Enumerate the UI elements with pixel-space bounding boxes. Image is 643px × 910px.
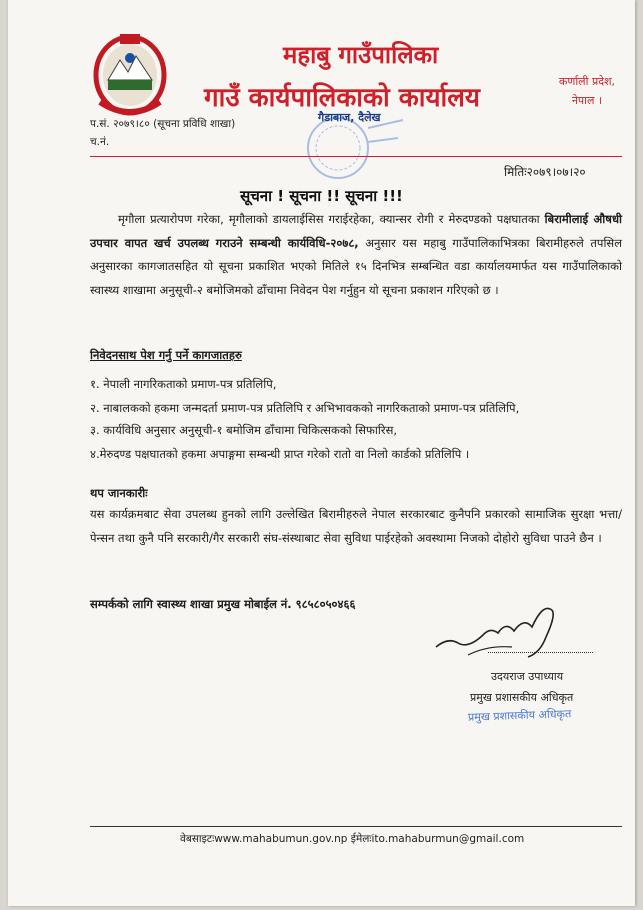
dispatch-number: च.नं. — [90, 136, 110, 148]
paragraph-rest: अनुसार यस महाबु गाउँपालिकाभित्रका बिरामीहरुले तपसिल अनुसारका कागजातसहित यो सूचना प्रकाशित भएको मितिले १५ दिनभित्र सम्बन्धित वडा कार्यालयमार्फत यस गाउँपालिकाको स्वास्थ्य शाखामा अनुसूची-२ बमोजिमको ढाँचामा निवेदन पेश गर्नुहुन यो सूचना प्रकाशन गरिएको छ । — [90, 235, 622, 297]
extra-info-paragraph: यस कार्यक्रमबाट सेवा उपलब्ध हुनको लागि उल्लेखित बिरामीहरुले नेपाल सरकारबाट कुनैपनि प्रकारको सामाजिक सुरक्षा भत्ता/पेन्सन तथा कुनै पनि सरकारी/गैर सरकारी संघ-संस्थाबाट सेवा सुविधा पाईरहेको अवस्थामा निजको दोहोरो सुविधा पाउने छैन । — [90, 507, 622, 545]
province-line2: नेपाल । — [571, 94, 603, 107]
signatory-name: उदयराज उपाध्याय — [491, 670, 564, 683]
document-item: २. नाबालकको हकमा जन्मदर्ता प्रमाण-पत्र प्रतिलिपि र अभिभावकको नागरिकताको प्रमाण-पत्र प्रतिलिपि, — [90, 401, 520, 415]
notice-heading: सूचना ! सूचना !! सूचना !!! — [240, 187, 403, 205]
reference-number: प.सं. २०७९।८० (सूचना प्रविधि शाखा) — [90, 118, 236, 130]
documents-heading: निवेदनसाथ पेश गर्नु पर्ने कागजातहरु — [90, 348, 242, 362]
notice-date: मितिः२०७९।०७।२० — [504, 165, 586, 179]
province-line1: कर्णाली प्रदेश, — [558, 75, 616, 88]
header-divider — [90, 156, 622, 157]
footer-contact: वेबसाइटःwww.mahabumun.gov.np ईमेलःito.mahaburmun@gmail.com — [180, 833, 525, 845]
nepal-emblem-icon — [90, 30, 170, 120]
notice-paragraph — [90, 208, 622, 302]
province-block — [552, 72, 622, 110]
document-item: ३. कार्यविधि अनुसार अनुसूची-१ बमोजिम ढाँचामा चिकित्सकको सिफारिस, — [90, 423, 398, 437]
designation-stamp: प्रमुख प्रशासकीय अधिकृत — [467, 707, 572, 724]
signature-line — [488, 652, 593, 653]
paragraph-guideline-name: बिरामीलाई औषधी उपचार वापत खर्च उपलब्ध गराउने सम्बन्धी कार्यविधि-२०७८, — [90, 212, 622, 250]
extra-info-heading: थप जानकारीः — [90, 486, 148, 500]
office-location: गैडाबाज, दैलेख — [318, 111, 381, 124]
paragraph-lead: मृगौला प्रत्यारोपण गरेका, मृगौलाको डायलाईसिस गराईरहेका, क्यान्सर रोगी र मेरुदण्डको पक्षघातका — [118, 212, 545, 226]
footer-divider — [90, 826, 622, 827]
office-name: गाउँ कार्यपालिकाको कार्यालय — [204, 83, 480, 113]
signature-scribble — [428, 597, 578, 667]
document-page — [8, 0, 635, 906]
document-item: ४.मेरुदण्ड पक्षघातको हकमा अपाङ्गमा सम्बन्धी प्राप्त गरेको रातो वा निलो कार्डको प्रतिलिपि । — [90, 447, 470, 461]
contact-line: सम्पर्कको लागि स्वास्थ्य शाखा प्रमुख मोबाईल नं. ९८५८०५०४६६ — [90, 597, 356, 611]
document-item: १. नेपाली नागरिकताको प्रमाण-पत्र प्रतिलिपि, — [90, 377, 277, 391]
municipality-name: महाबु गाउँपालिका — [283, 41, 439, 69]
signatory-title: प्रमुख प्रशासकीय अधिकृत — [470, 691, 574, 704]
